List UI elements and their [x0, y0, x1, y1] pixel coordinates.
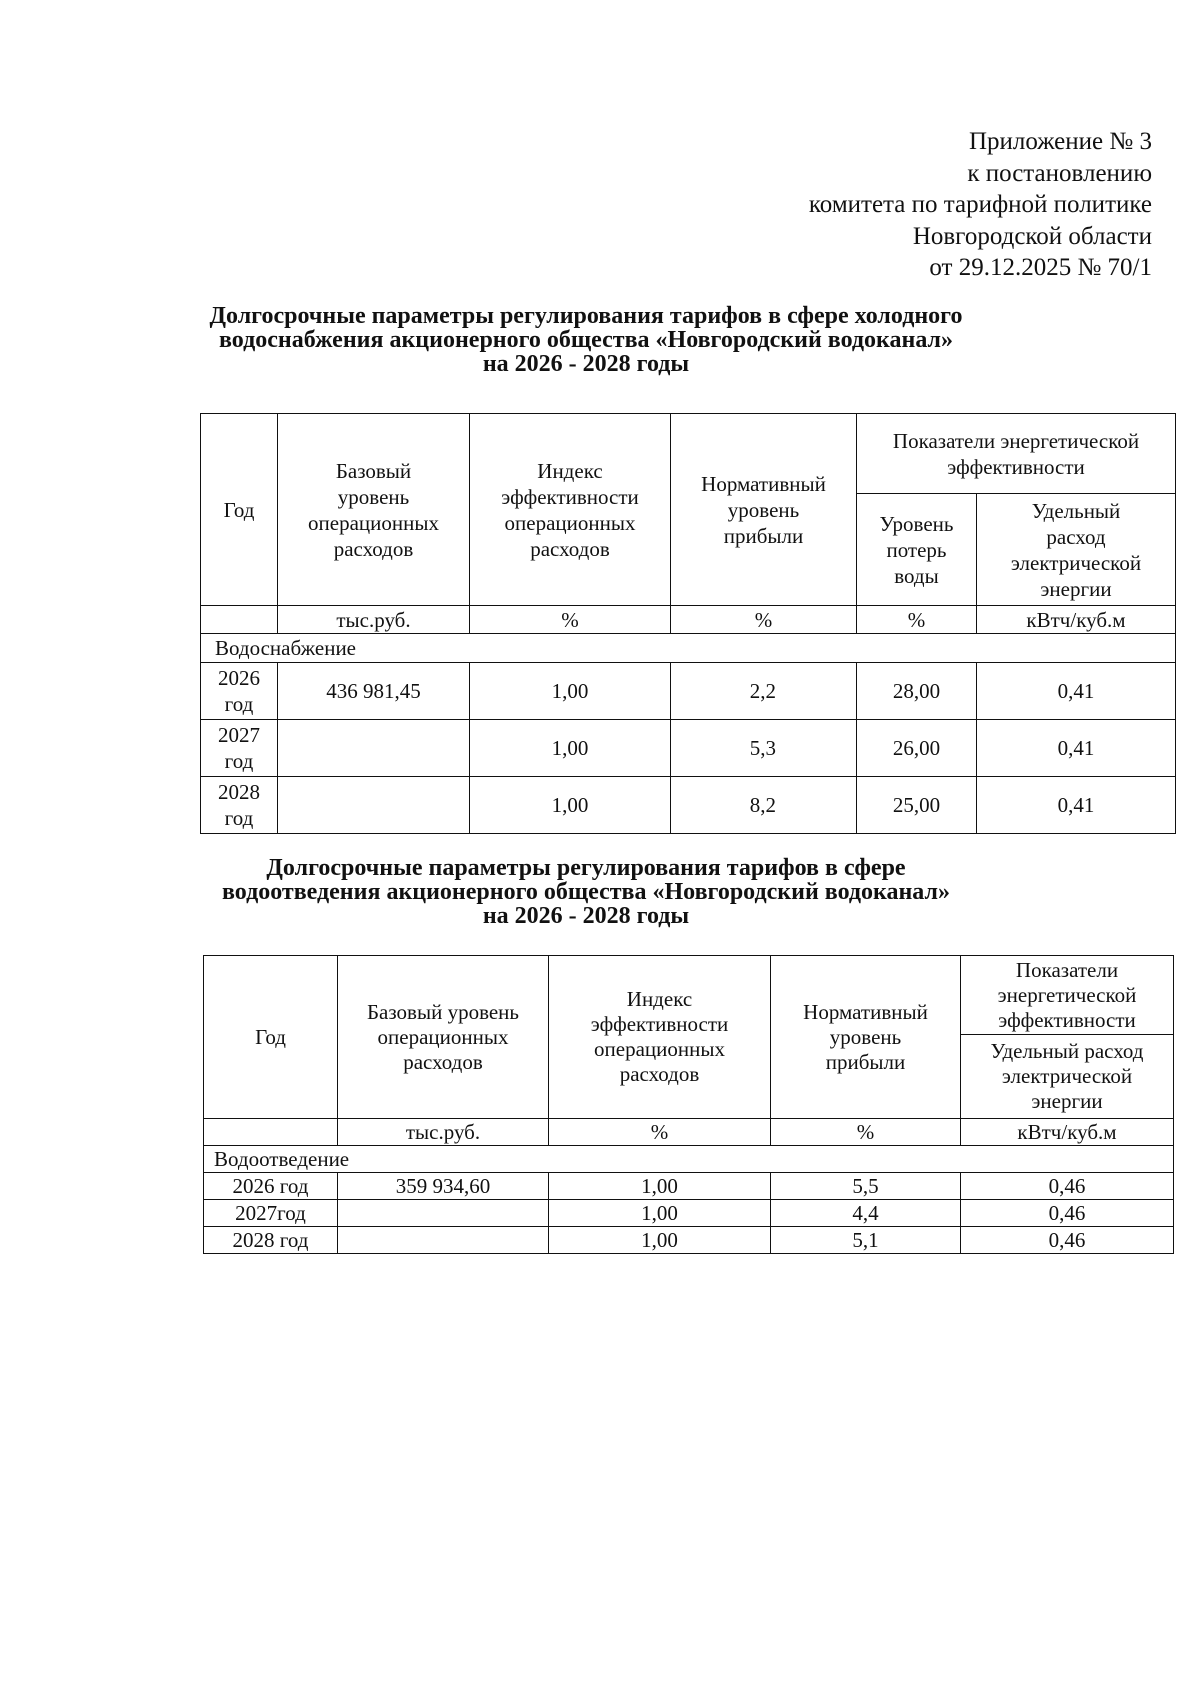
header-water-losses: Уровень потерь воды [857, 494, 977, 606]
electricity-cell: 0,41 [977, 663, 1176, 720]
title-line: на 2026 - 2028 годы [482, 903, 690, 929]
units-row [204, 1119, 1174, 1146]
electricity-cell: 0,46 [961, 1173, 1174, 1200]
base-level-cell [338, 1200, 549, 1227]
section-label: Водоснабжение [201, 634, 1176, 663]
electricity-cell: 0,46 [961, 1227, 1174, 1254]
title-line: на 2026 - 2028 годы [482, 351, 690, 377]
index-cell: 1,00 [549, 1200, 771, 1227]
unit-cell: % [549, 1119, 771, 1146]
header-efficiency-index: Индекс эффективности операционных расходов [470, 414, 671, 606]
profit-cell: 5,5 [771, 1173, 961, 1200]
profit-cell: 5,1 [771, 1227, 961, 1254]
profit-cell: 8,2 [671, 777, 857, 834]
wastewater-table [203, 955, 1174, 1254]
title-line: Долгосрочные параметры регулирования тарифов в сфере холодного [209, 303, 963, 329]
year-cell: 2028 год [201, 777, 278, 834]
index-cell: 1,00 [549, 1173, 771, 1200]
wastewater-title [36, 856, 1136, 928]
header-profit-level: Нормативный уровень прибыли [771, 956, 961, 1119]
year-cell: 2027 год [201, 720, 278, 777]
water-supply-table [200, 413, 1176, 834]
base-level-cell: 359 934,60 [338, 1173, 549, 1200]
header-base-level: Базовый уровень операционных расходов [338, 956, 549, 1119]
table-row [204, 1227, 1174, 1254]
units-row [201, 606, 1176, 634]
unit-cell: % [470, 606, 671, 634]
section-label: Водоотведение [204, 1146, 1174, 1173]
table-row [204, 1200, 1174, 1227]
header-electricity-consumption: Удельный расход электрической энергии [961, 1035, 1174, 1119]
electricity-cell: 0,41 [977, 777, 1176, 834]
header-year: Год [201, 414, 278, 606]
electricity-cell: 0,41 [977, 720, 1176, 777]
profit-cell: 4,4 [771, 1200, 961, 1227]
year-cell: 2026 год [204, 1173, 338, 1200]
index-cell: 1,00 [470, 663, 671, 720]
title-line: водоснабжения акционерного общества «Новгородский водоканал» [218, 327, 954, 353]
header-electricity-consumption: Удельный расход электрической энергии [977, 494, 1176, 606]
appendix-line: от 29.12.2025 № 70/1 [929, 254, 1152, 281]
losses-cell: 25,00 [857, 777, 977, 834]
table-row [204, 1173, 1174, 1200]
electricity-cell: 0,46 [961, 1200, 1174, 1227]
appendix-line: Приложение № 3 [968, 128, 1152, 155]
unit-cell: кВтч/куб.м [961, 1119, 1174, 1146]
header-energy-efficiency: Показатели энергетической эффективности [961, 956, 1174, 1035]
header-year: Год [204, 956, 338, 1119]
index-cell: 1,00 [470, 720, 671, 777]
table-row [201, 720, 1176, 777]
unit-cell: кВтч/куб.м [977, 606, 1176, 634]
title-line: водоотведения акционерного общества «Новгородский водоканал» [222, 879, 950, 905]
appendix-line: к постановлению [967, 159, 1152, 187]
header-energy-efficiency: Показатели энергетической эффективности [857, 414, 1176, 494]
losses-cell: 28,00 [857, 663, 977, 720]
unit-cell: тыс.руб. [338, 1119, 549, 1146]
unit-cell-empty [201, 606, 278, 634]
year-cell: 2028 год [204, 1227, 338, 1254]
unit-cell: % [771, 1119, 961, 1146]
unit-cell: тыс.руб. [278, 606, 470, 634]
header-base-level: Базовый уровень операционных расходов [278, 414, 470, 606]
appendix-reference [809, 126, 1152, 284]
unit-cell: % [857, 606, 977, 634]
base-level-cell [278, 777, 470, 834]
year-cell: 2026 год [201, 663, 278, 720]
year-cell: 2027год [204, 1200, 338, 1227]
header-efficiency-index: Индекс эффективности операционных расходов [549, 956, 771, 1119]
unit-cell-empty [204, 1119, 338, 1146]
table-row [201, 663, 1176, 720]
profit-cell: 2,2 [671, 663, 857, 720]
index-cell: 1,00 [470, 777, 671, 834]
base-level-cell [278, 720, 470, 777]
base-level-cell [338, 1227, 549, 1254]
profit-cell: 5,3 [671, 720, 857, 777]
table-row [201, 777, 1176, 834]
appendix-line: Новгородской области [912, 222, 1152, 250]
unit-cell: % [671, 606, 857, 634]
base-level-cell: 436 981,45 [278, 663, 470, 720]
index-cell: 1,00 [549, 1227, 771, 1254]
appendix-line: комитета по тарифной политике [808, 191, 1152, 218]
header-profit-level: Нормативный уровень прибыли [671, 414, 857, 606]
water-supply-title [36, 304, 1136, 376]
title-line: Долгосрочные параметры регулирования тарифов в сфере [266, 855, 906, 881]
losses-cell: 26,00 [857, 720, 977, 777]
